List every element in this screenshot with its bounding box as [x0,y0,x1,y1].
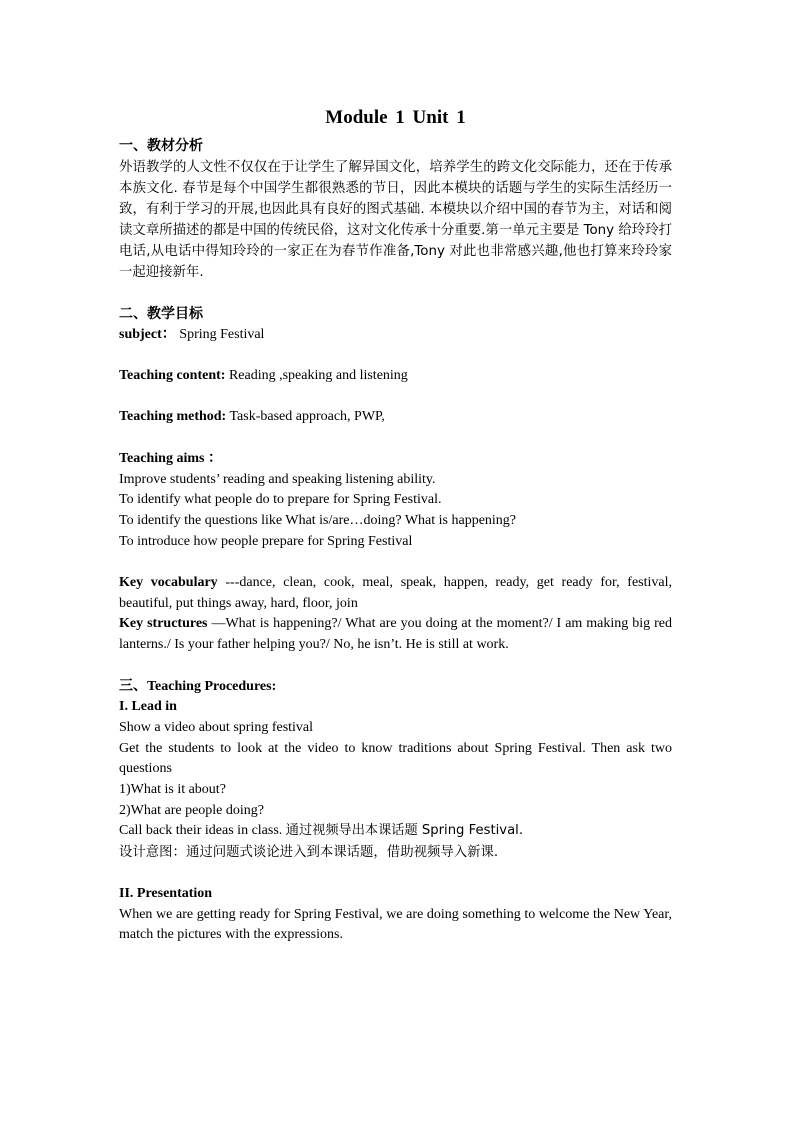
teaching-aims-label: Teaching aims ： [119,450,222,466]
lead-in-callback-line [119,821,672,842]
lead-in-callback-cn: 通过视频导出本课话题 Spring Festival. [285,823,524,839]
subject-value: Spring Festival [175,326,265,342]
document-page [119,104,672,946]
aim-item: To identify what people do to prepare for Spring Festival. [119,492,442,508]
spacer [119,283,672,304]
lead-in-line: 2)What are people doing? [119,802,264,818]
spacer [119,863,672,884]
lead-in-callback-en: Call back their ideas in class. [119,823,286,839]
subject-line [119,325,672,346]
key-vocabulary-value: ---dance, clean, cook, meal, speak, happen, ready, get ready for, festival, beautiful, put things away, hard, floor, join [119,575,672,611]
analysis-paragraph: 外语教学的人文性不仅仅在于让学生了解异国文化，培养学生的跨文化交际能力，还在于传承本族文化. 春节是每个中国学生都很熟悉的节日，因此本模块的话题与学生的实际生活经历一致，有利于学习的开展,也因此具有良好的图式基础. 本模块以介绍中国的春节为主，对话和阅读文章所描述的都是中国的传统民俗，这对文化传承十分重要.第一单元主要是 Tony 给玲玲打电话,从电话中得知玲玲的一家正在为春节作准备,Tony 对此也非常感兴趣,他也打算来玲玲家一起迎接新年. [119,160,672,280]
teaching-content-label: Teaching content: [119,368,226,384]
teaching-method-label: Teaching method: [119,409,227,425]
spacer [119,428,672,449]
presentation-heading: II. Presentation [119,885,213,901]
key-structures-label: Key structures [119,616,208,632]
key-structures-value: —What is happening?/ What are you doing at the moment?/ I am making big red lanterns./ Is your father helping you?/ No, he isn’t. He is still at work. [119,616,672,653]
key-structures-line [119,614,672,655]
aim-item: To introduce how people prepare for Spring Festival [119,533,413,549]
lead-in-design-intent: 设计意图：通过问题式谈论进入到本课话题，借助视频导入新课. [119,845,499,861]
teaching-method-line [119,407,672,428]
section-heading-procedures: 三、Teaching Procedures: [119,678,277,694]
spacer [119,552,672,573]
spacer [119,656,672,677]
document-title: Module 1 Unit 1 [325,107,466,128]
teaching-content-line [119,366,672,387]
teaching-method-value: Task-based approach, PWP, [226,409,385,425]
spacer [119,387,672,408]
section-heading-analysis: 一、教材分析 [119,139,203,154]
aim-item: To identify the questions like What is/are…doing? What is happening? [119,512,517,528]
key-vocabulary-line [119,573,672,614]
lead-in-heading: I. Lead in [119,699,177,715]
teaching-content-value: Reading ,speaking and listening [225,368,408,384]
lead-in-line: 1)What is it about? [119,782,226,798]
spacer [119,345,672,366]
presentation-paragraph: When we are getting ready for Spring Festival, we are doing something to welcome the New Year, match the pictures with the expressions. [119,906,672,943]
lead-in-line: Get the students to look at the video to know traditions about Spring Festival. Then ask two questions [119,740,672,777]
section-heading-objectives: 二、教学目标 [119,306,203,322]
aim-item: Improve students’ reading and speaking listening ability. [119,471,436,487]
subject-label: subject： [119,326,176,342]
key-vocabulary-label: Key vocabulary [119,575,218,591]
lead-in-line: Show a video about spring festival [119,719,314,735]
